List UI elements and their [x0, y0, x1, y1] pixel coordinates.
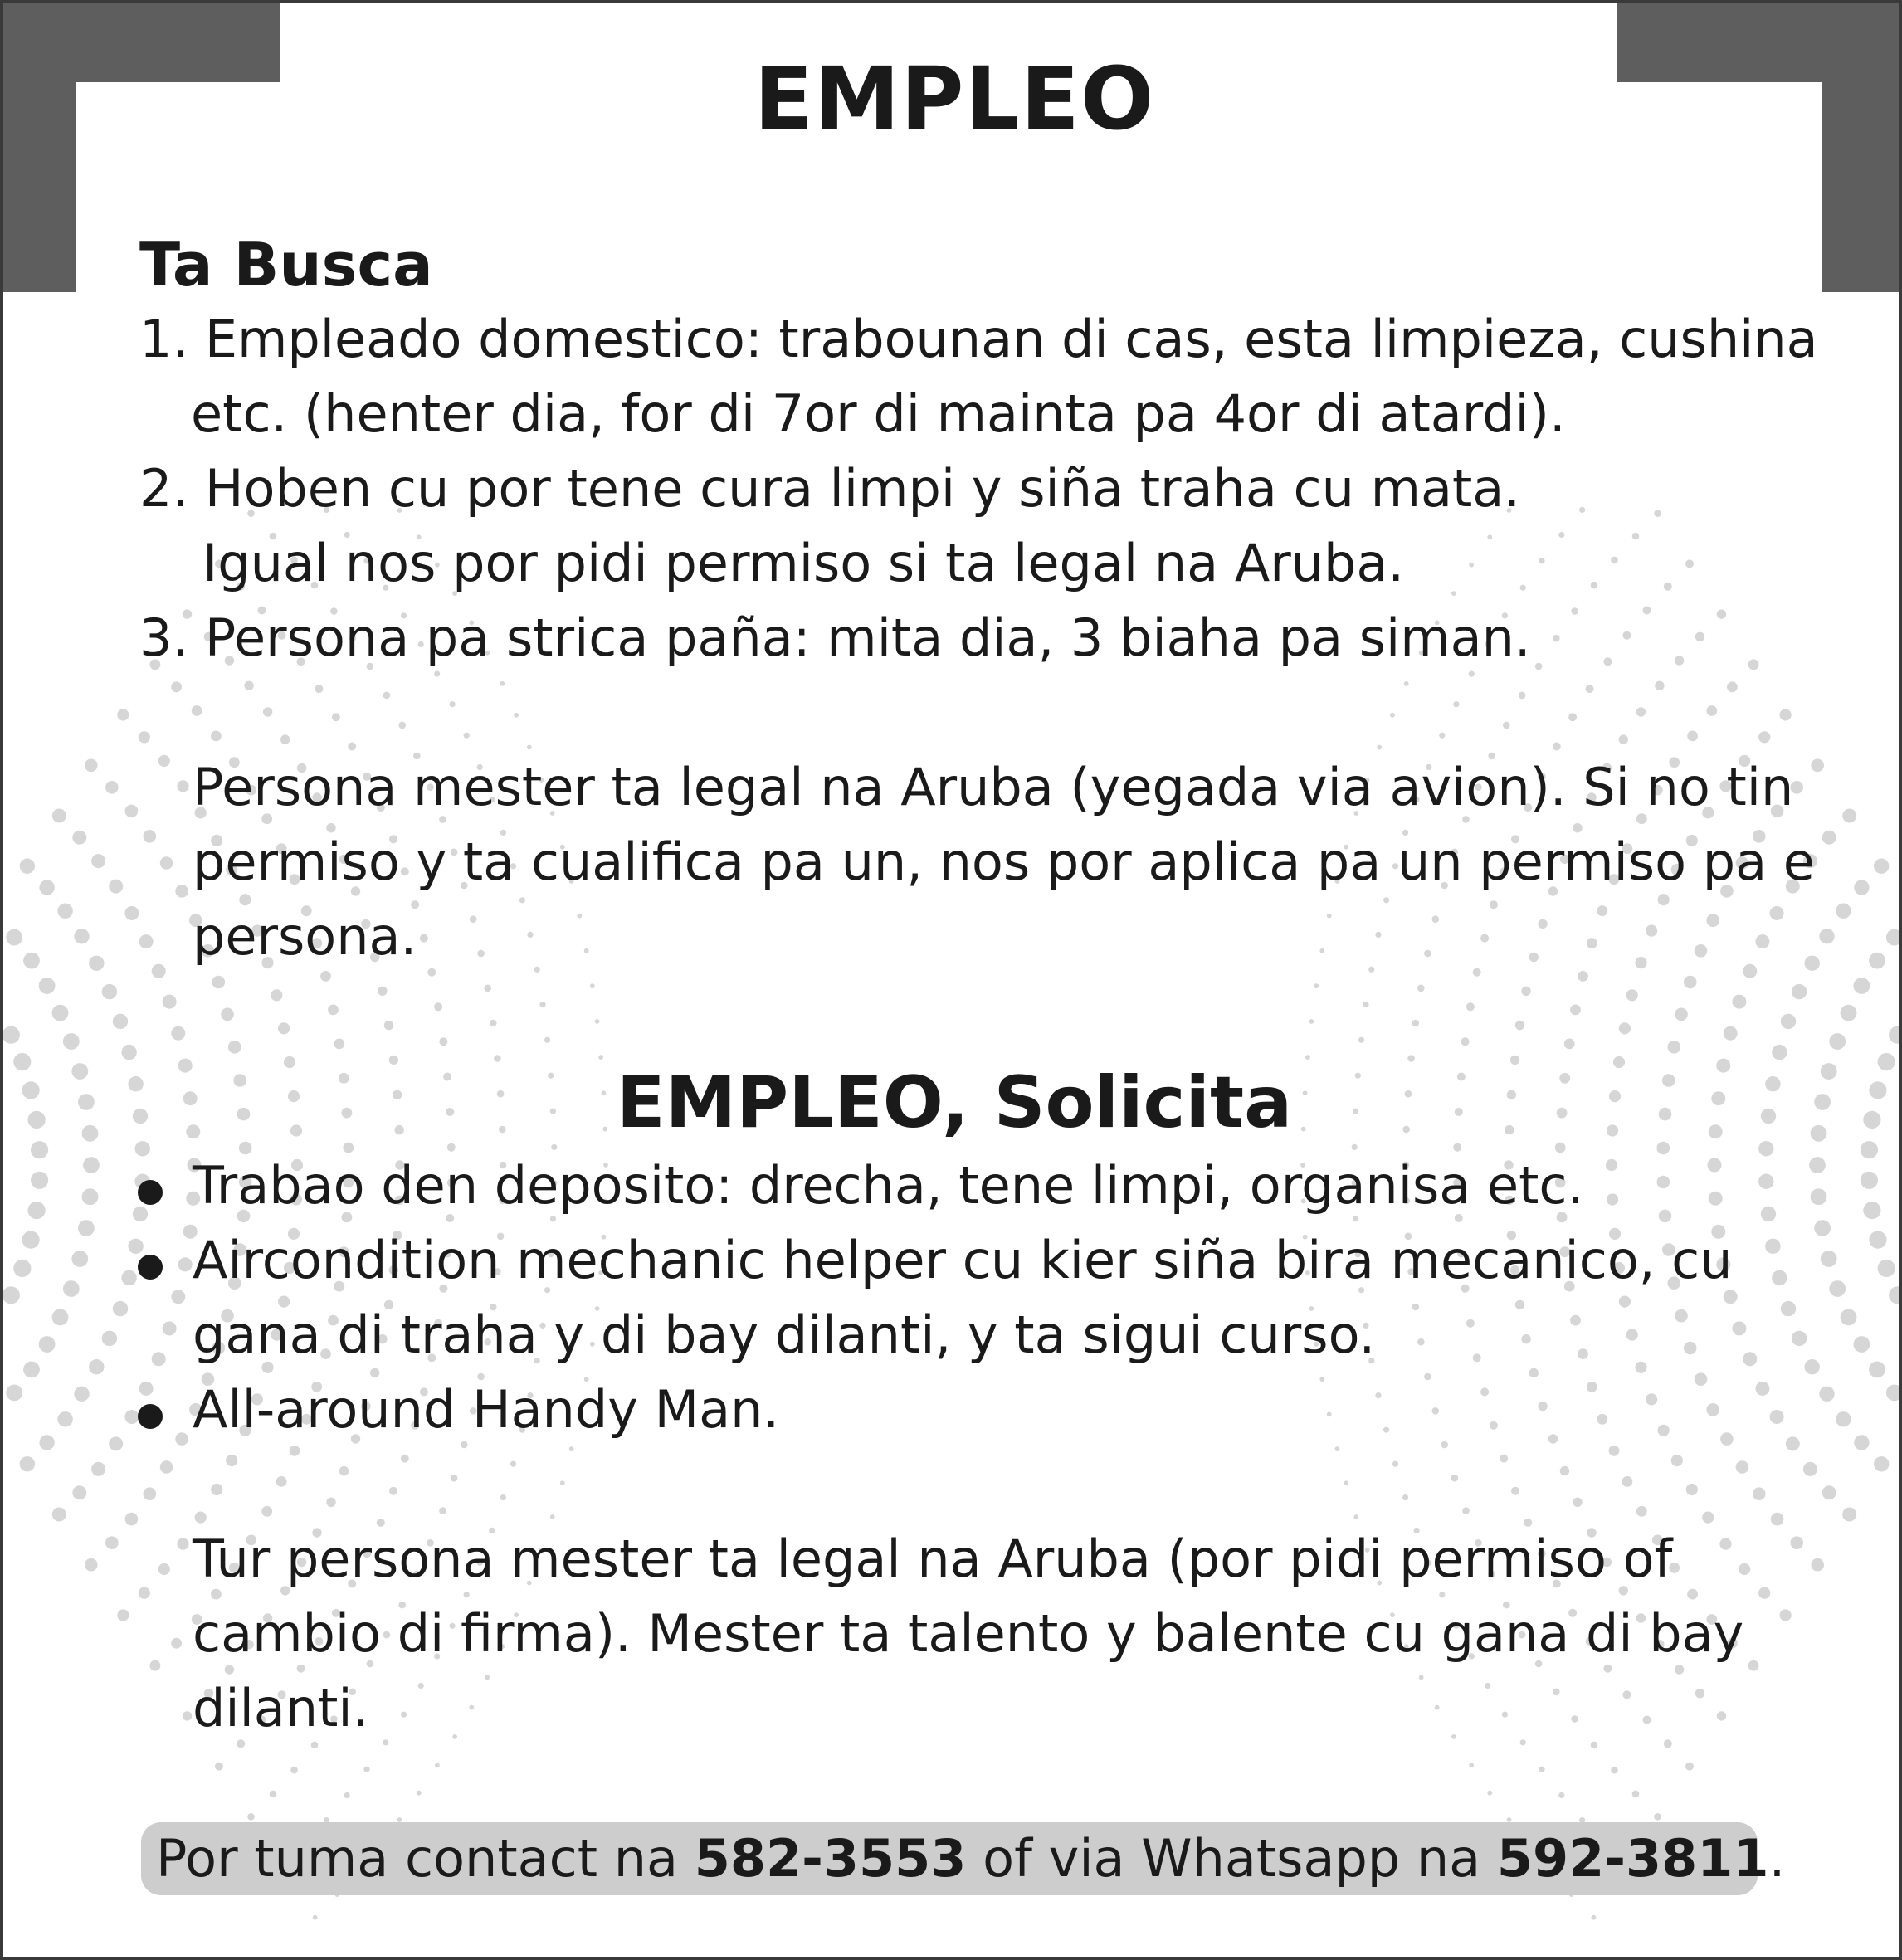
busca-line: Igual nos por pidi permiso si ta legal na Aruba. — [202, 533, 1405, 593]
solicita-item: gana di traha y di bay dilanti, y ta sigui curso. — [193, 1304, 1376, 1365]
page-title: EMPLEO — [753, 48, 1155, 149]
solicita-item: Trabao den deposito: drecha, tene limpi, organisa etc. — [193, 1155, 1584, 1216]
bullet-icon — [138, 1255, 163, 1280]
ta-busca-heading: Ta Busca — [139, 230, 433, 300]
busca-line: 2. Hoben cu por tene cura limpi y siña traha cu mata. — [139, 458, 1521, 519]
busca-line: 1. Empleado domestico: trabounan di cas, esta limpieza, cushina — [139, 309, 1818, 369]
busca-note-line: persona. — [193, 906, 417, 967]
solicita-heading: EMPLEO, Solicita — [616, 1061, 1293, 1144]
solicita-note-line: cambio di firma). Mester ta talento y balente cu gana di bay — [193, 1603, 1744, 1664]
busca-line: 3. Persona pa strica paña: mita dia, 3 biaha pa siman. — [139, 607, 1531, 668]
busca-note-line: Persona mester ta legal na Aruba (yegada via avion). Si no tin — [193, 757, 1794, 817]
contact-bar — [141, 1822, 1786, 1895]
contact-prefix: Por tuma contact na — [156, 1828, 695, 1889]
busca-note-line: permiso y ta cualifica pa un, nos por aplica pa un permiso pa e — [193, 831, 1815, 892]
phone-number[interactable]: 582-3553 — [694, 1828, 967, 1889]
solicita-note-line: dilanti. — [193, 1678, 369, 1738]
ad-content — [3, 3, 1902, 1960]
busca-line: etc. (henter dia, for di 7or di mainta pa 4or di atardi). — [191, 383, 1566, 444]
solicita-note-line: Tur persona mester ta legal na Aruba (por pidi permiso of — [193, 1529, 1673, 1589]
bullet-icon — [138, 1404, 163, 1429]
solicita-item: All-around Handy Man. — [193, 1379, 780, 1440]
solicita-item: Aircondition mechanic helper cu kier siña bira mecanico, cu — [193, 1230, 1733, 1290]
contact-suffix: . — [1768, 1828, 1786, 1889]
bullet-icon — [138, 1180, 163, 1205]
contact-middle: of via Whatsapp na — [966, 1828, 1497, 1889]
whatsapp-number[interactable]: 592-3811 — [1496, 1828, 1769, 1889]
